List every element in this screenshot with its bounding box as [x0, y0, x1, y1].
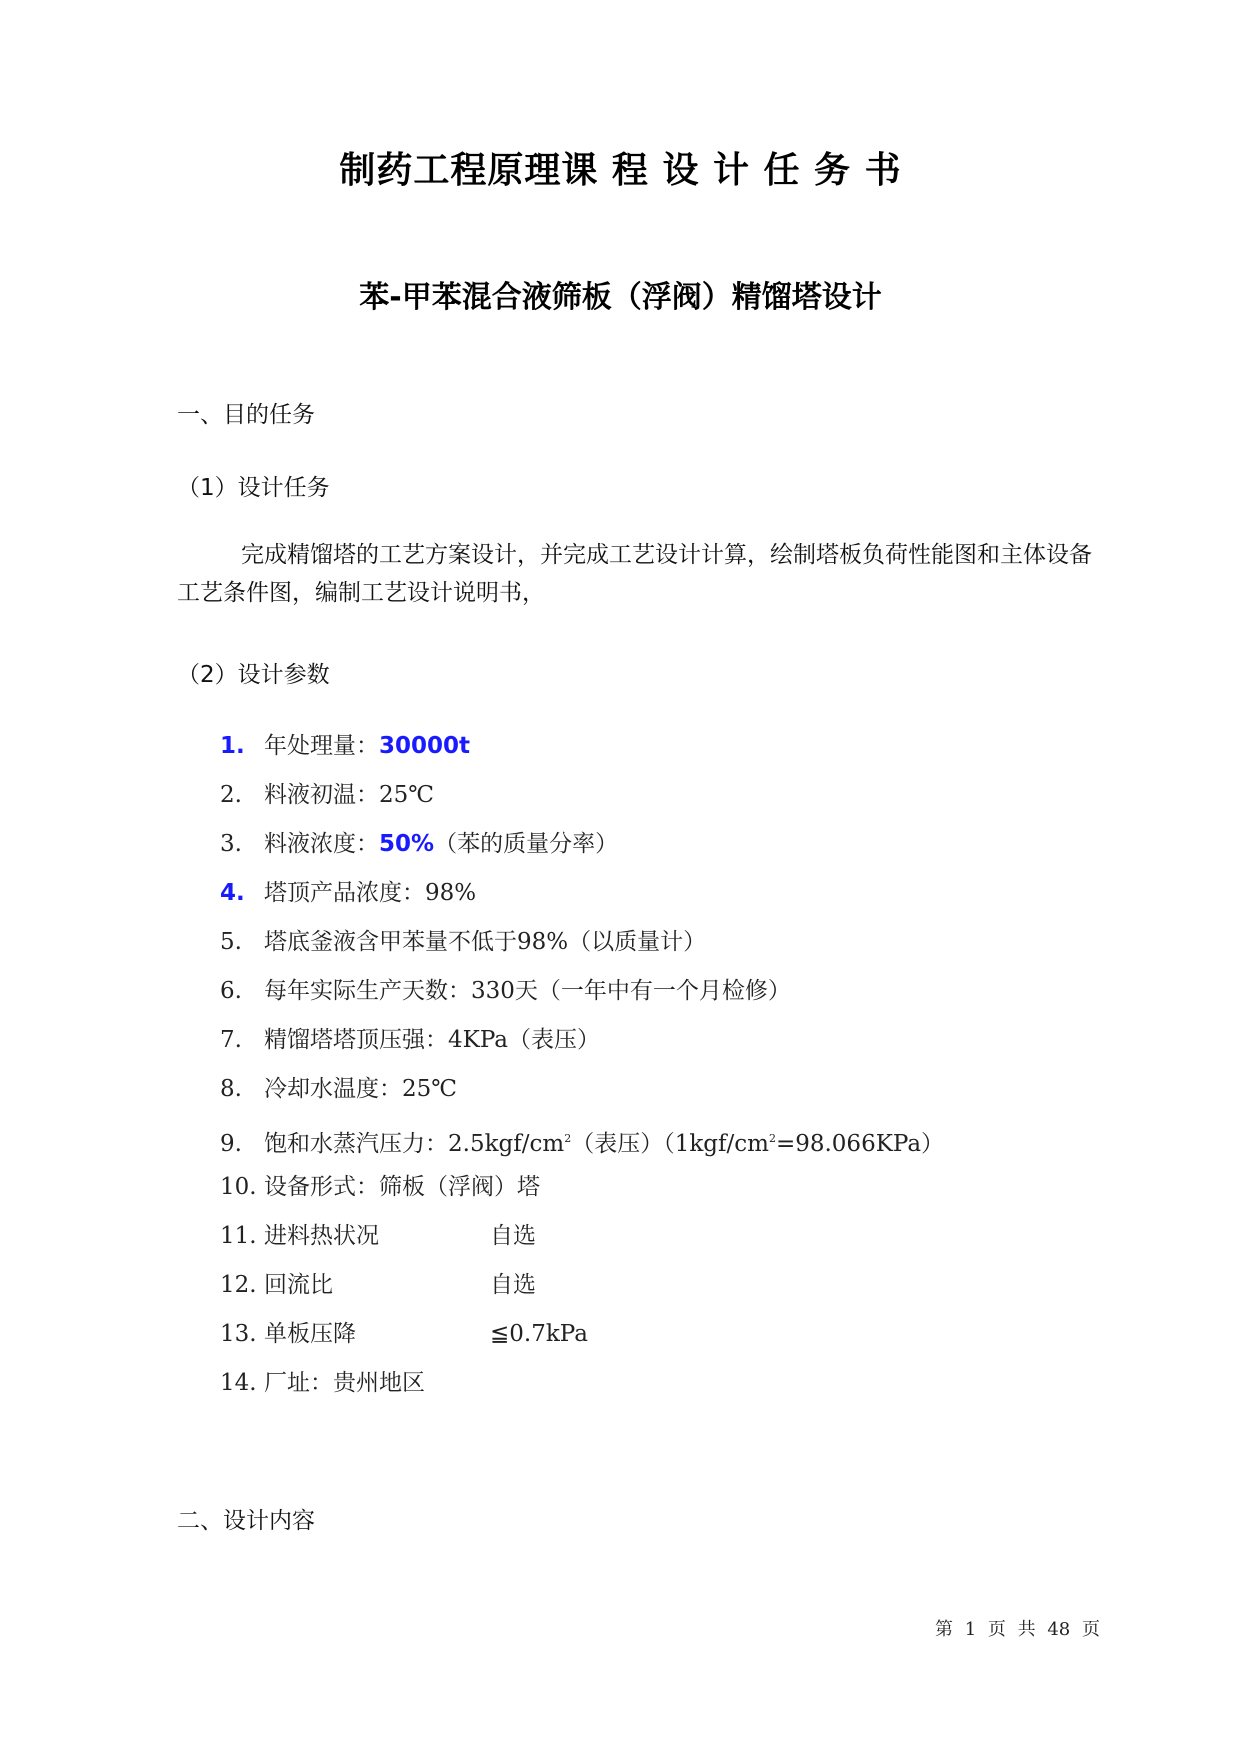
section-heading-purpose: 一、目的任务: [177, 402, 315, 428]
superscript: 2: [564, 1132, 572, 1145]
param-number: 8.: [220, 1076, 242, 1102]
subsection-heading-task: （1）设计任务: [177, 475, 330, 501]
param-suffix: （苯的质量分率）: [434, 831, 619, 857]
subsection-heading-params: （2）设计参数: [177, 662, 330, 688]
param-text: 饱和水蒸汽压力：2.5kgf/cm: [264, 1131, 565, 1157]
param-number: 6.: [220, 978, 242, 1004]
param-number: 4.: [220, 880, 245, 906]
param-number: 14.: [220, 1370, 257, 1396]
param-value: 50%: [379, 831, 435, 857]
param-label: 料液浓度：: [264, 831, 379, 857]
param-item-5: [220, 918, 944, 967]
param-item-13: [220, 1310, 944, 1359]
param-number: 9.: [220, 1131, 242, 1157]
param-number: 7.: [220, 1027, 242, 1053]
param-item-10: [220, 1163, 944, 1212]
param-item-6: [220, 967, 944, 1016]
param-text: 塔底釜液含甲苯量不低于98%（以质量计）: [264, 929, 707, 955]
param-number: 1.: [220, 733, 245, 759]
param-item-7: [220, 1016, 944, 1065]
param-item-9: [220, 1114, 944, 1163]
param-text: 每年实际生产天数：330天（一年中有一个月检修）: [264, 978, 791, 1004]
param-value: 自选: [490, 1272, 536, 1298]
parameter-list: [220, 722, 944, 1408]
param-item-11: [220, 1212, 944, 1261]
param-number: 2.: [220, 782, 242, 808]
section-heading-design-content: 二、设计内容: [177, 1508, 315, 1534]
param-text: 设备形式：筛板（浮阀）塔: [264, 1174, 540, 1200]
param-item-1: [220, 722, 944, 771]
param-number: 11.: [220, 1223, 257, 1249]
param-number: 12.: [220, 1272, 257, 1298]
param-item-4: [220, 869, 944, 918]
param-label: 年处理量：: [264, 733, 379, 759]
param-number: 10.: [220, 1174, 257, 1200]
document-subtitle: 苯-甲苯混合液筛板（浮阀）精馏塔设计: [359, 280, 882, 315]
page-number-footer: 第 1 页 共 48 页: [935, 1619, 1100, 1640]
document-title: 制药工程原理课 程 设 计 任 务 书: [339, 150, 902, 191]
param-item-12: [220, 1261, 944, 1310]
param-text: 厂址：贵州地区: [264, 1370, 425, 1396]
param-item-8: [220, 1065, 944, 1114]
param-text: 精馏塔塔顶压强：4KPa（表压）: [264, 1027, 600, 1053]
param-text: 冷却水温度：25℃: [264, 1076, 457, 1102]
param-number: 13.: [220, 1321, 257, 1347]
param-item-3: [220, 820, 944, 869]
param-label: 回流比: [264, 1272, 333, 1298]
param-value: 自选: [490, 1223, 536, 1249]
param-number: 3.: [220, 831, 242, 857]
param-item-2: [220, 771, 944, 820]
param-number: 5.: [220, 929, 242, 955]
superscript: 2: [768, 1132, 776, 1145]
param-text: （表压）（1kgf/cm: [571, 1131, 769, 1157]
param-label: 单板压降: [264, 1321, 356, 1347]
param-value: ≦0.7kPa: [490, 1321, 588, 1347]
param-text: =98.066KPa）: [775, 1131, 945, 1157]
param-item-14: [220, 1359, 944, 1408]
task-paragraph: 完成精馏塔的工艺方案设计，并完成工艺设计计算，绘制塔板负荷性能图和主体设备工艺条件图，编制工艺设计说明书，: [177, 542, 1092, 606]
param-text: 塔顶产品浓度：98%: [264, 880, 477, 906]
param-text: 料液初温：25℃: [264, 782, 434, 808]
param-value: 30000t: [379, 733, 471, 759]
param-label: 进料热状况: [264, 1223, 379, 1249]
